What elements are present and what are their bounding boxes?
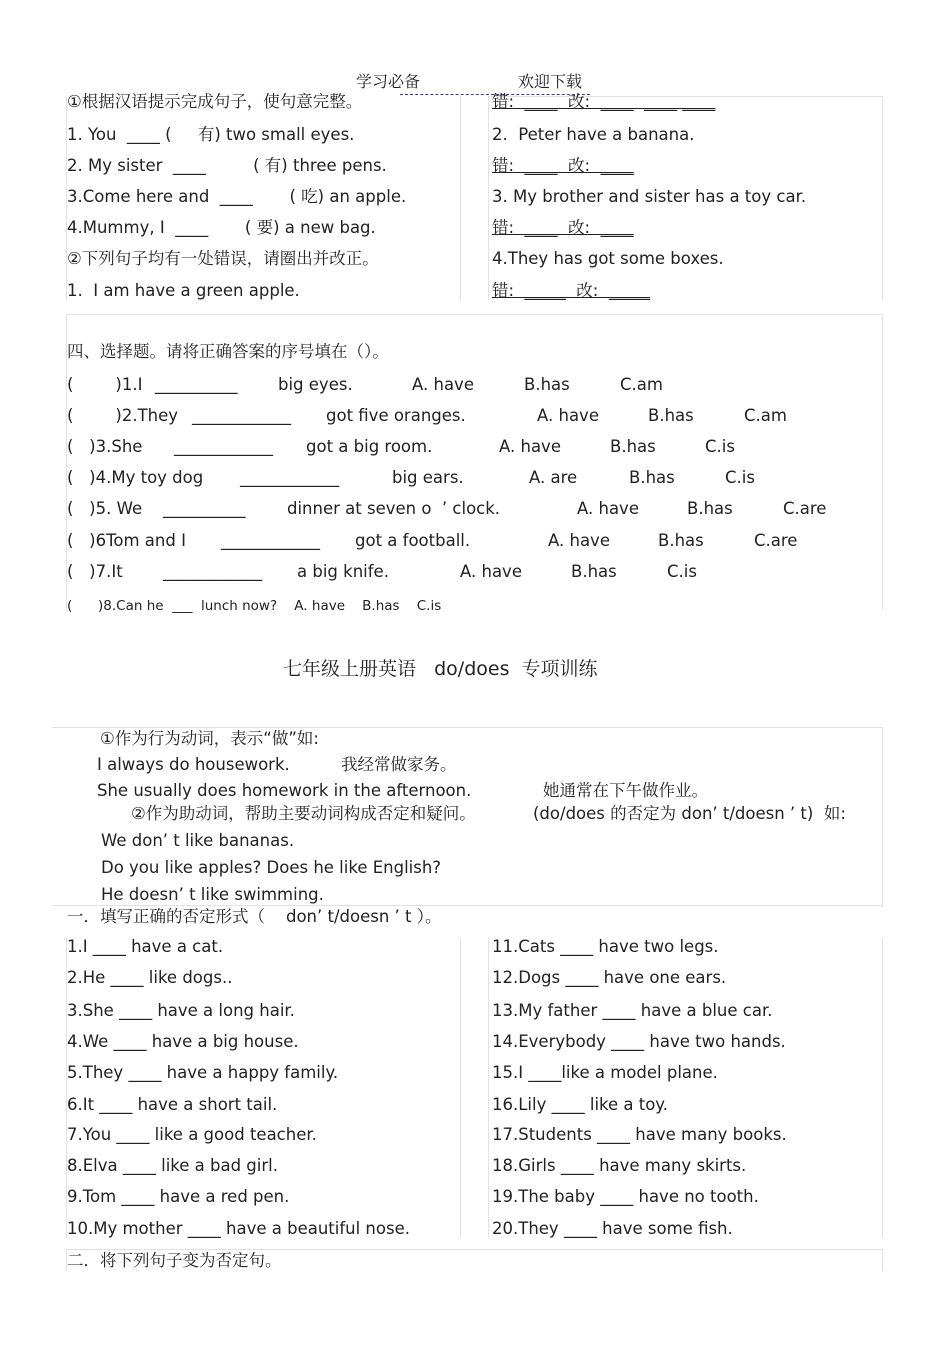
- question-number: ( )5. We: [67, 499, 143, 518]
- answer-blank: ____________: [174, 437, 273, 456]
- exercise-line: 18.Girls ____ have many skirts.: [492, 1156, 747, 1175]
- divider: [882, 314, 883, 610]
- option-b: B.has: [610, 437, 656, 456]
- option-c: C.are: [783, 499, 827, 518]
- answer-blank: __________: [155, 375, 238, 394]
- question-number: ( )1.I: [67, 375, 143, 394]
- option-c: C.am: [620, 375, 663, 394]
- exercise-line: 9.Tom ____ have a red pen.: [67, 1187, 290, 1206]
- exercise-line: 2. Peter have a banana.: [492, 125, 695, 144]
- exercise-line: 5.They ____ have a happy family.: [67, 1063, 339, 1082]
- header-left: 学习必备: [356, 72, 421, 91]
- divider: [488, 96, 489, 300]
- exercise-line: 1. I am have a green apple.: [67, 281, 300, 300]
- option-b: B.has: [571, 562, 617, 581]
- divider: [66, 1249, 882, 1250]
- option-a: A. are: [529, 468, 578, 487]
- option-b: B.has: [687, 499, 733, 518]
- exercise-line: 13.My father ____ have a blue car.: [492, 1001, 773, 1020]
- question-text: got a big room.: [306, 437, 433, 456]
- exercise-line: 1.I ____ have a cat.: [67, 937, 224, 956]
- exercise-line: 3.She ____ have a long hair.: [67, 1001, 295, 1020]
- exercise-line: 2.He ____ like dogs..: [67, 968, 233, 987]
- header-right: 欢迎下载: [518, 72, 583, 91]
- exercise-line: 15.I ____like a model plane.: [492, 1063, 718, 1082]
- note-line: He doesn’ t like swimming.: [101, 885, 324, 904]
- exercise-line: 19.The baby ____ have no tooth.: [492, 1187, 759, 1206]
- option-c: C.is: [705, 437, 735, 456]
- divider: [460, 96, 461, 300]
- exercise-line: 8.Elva ____ like a bad girl.: [67, 1156, 278, 1175]
- divider: [882, 96, 883, 300]
- question-text: big eyes.: [278, 375, 353, 394]
- instruction-line: ②下列句子均有一处错误，请圈出并改正。: [67, 249, 379, 268]
- note-line: I always do housework.: [97, 755, 290, 774]
- option-a: A. have: [412, 375, 474, 394]
- question-text: big ears.: [392, 468, 464, 487]
- note-line: Do you like apples? Does he like English?: [101, 858, 442, 877]
- section-heading: 一．填写正确的否定形式（ don’ t/doesn ’ t ）。: [67, 907, 442, 926]
- note-line: (do/does 的否定为 don’ t/doesn ’ t) 如:: [533, 804, 846, 823]
- exercise-line: 14.Everybody ____ have two hands.: [492, 1032, 786, 1051]
- question-text: got five oranges.: [326, 406, 466, 425]
- note-line: 她通常在下午做作业。: [543, 781, 708, 800]
- exercise-line: 3.Come here and ____ ( 吃) an apple.: [67, 187, 407, 206]
- option-b: B.has: [629, 468, 675, 487]
- exercise-line: 20.They ____ have some fish.: [492, 1219, 733, 1238]
- exercise-line: 4.Mummy, I ____ ( 要) a new bag.: [67, 218, 376, 237]
- divider: [882, 938, 883, 1238]
- note-line: 我经常做家务。: [341, 755, 457, 774]
- exercise-line: 7.You ____ like a good teacher.: [67, 1125, 317, 1144]
- correction-line: 错: _____ 改: _____: [492, 281, 651, 300]
- option-b: B.has: [658, 531, 704, 550]
- choice-row-small: ( )8.Can he ___ lunch now? A. have B.has C.is: [67, 598, 442, 614]
- exercise-line: 4.They has got some boxes.: [492, 249, 724, 268]
- exercise-line: 2. My sister ____ ( 有) three pens.: [67, 156, 387, 175]
- correction-line: 错: ____ 改: ____: [492, 218, 634, 237]
- question-number: ( )2.They: [67, 406, 179, 425]
- option-b: B.has: [524, 375, 570, 394]
- page-title: 七年级上册英语 do/does 专项训练: [283, 658, 598, 680]
- answer-blank: ____________: [163, 562, 262, 581]
- divider: [66, 314, 882, 315]
- exercise-line: 3. My brother and sister has a toy car.: [492, 187, 807, 206]
- section-heading: 四、选择题。请将正确答案的序号填在（）。: [67, 342, 389, 361]
- divider: [52, 727, 882, 728]
- option-a: A. have: [537, 406, 599, 425]
- question-text: got a football.: [355, 531, 471, 550]
- instruction-line: ①根据汉语提示完成句子，使句意完整。: [67, 92, 363, 111]
- option-a: A. have: [548, 531, 610, 550]
- question-number: ( )6Tom and I: [67, 531, 186, 550]
- correction-line: 错: ____ 改: ____ ____ ____: [492, 92, 716, 111]
- section-heading: 二．将下列句子变为否定句。: [67, 1251, 282, 1270]
- divider: [882, 1249, 883, 1271]
- exercise-line: 4.We ____ have a big house.: [67, 1032, 299, 1051]
- exercise-line: 11.Cats ____ have two legs.: [492, 937, 719, 956]
- answer-blank: __________: [163, 499, 246, 518]
- option-a: A. have: [499, 437, 561, 456]
- answer-blank: ____________: [221, 531, 320, 550]
- divider: [52, 905, 882, 906]
- option-c: C.is: [725, 468, 755, 487]
- note-line: We don’ t like bananas.: [101, 831, 295, 850]
- option-c: C.are: [754, 531, 798, 550]
- exercise-line: 6.It ____ have a short tail.: [67, 1095, 278, 1114]
- exercise-line: 1. You ____ ( 有) two small eyes.: [67, 125, 355, 144]
- question-number: ( )7.It: [67, 562, 123, 581]
- divider: [882, 727, 883, 907]
- exercise-line: 16.Lily ____ like a toy.: [492, 1095, 668, 1114]
- divider: [488, 938, 489, 1238]
- option-c: C.am: [744, 406, 787, 425]
- option-b: B.has: [648, 406, 694, 425]
- question-text: a big knife.: [297, 562, 389, 581]
- option-c: C.is: [667, 562, 697, 581]
- option-a: A. have: [577, 499, 639, 518]
- answer-blank: ____________: [192, 406, 291, 425]
- answer-blank: ____________: [240, 468, 339, 487]
- exercise-line: 10.My mother ____ have a beautiful nose.: [67, 1219, 410, 1238]
- note-line: ②作为助动词，帮助主要动词构成否定和疑问。: [131, 804, 476, 823]
- divider: [460, 938, 461, 1238]
- note-line: ①作为行为动词，表示“做”如:: [100, 729, 319, 748]
- correction-line: 错: ____ 改: ____: [492, 156, 634, 175]
- option-a: A. have: [460, 562, 522, 581]
- question-number: ( )4.My toy dog: [67, 468, 204, 487]
- note-line: She usually does homework in the afternoon.: [97, 781, 472, 800]
- question-text: dinner at seven o ’ clock.: [287, 499, 501, 518]
- exercise-line: 17.Students ____ have many books.: [492, 1125, 787, 1144]
- question-number: ( )3.She: [67, 437, 143, 456]
- exercise-line: 12.Dogs ____ have one ears.: [492, 968, 727, 987]
